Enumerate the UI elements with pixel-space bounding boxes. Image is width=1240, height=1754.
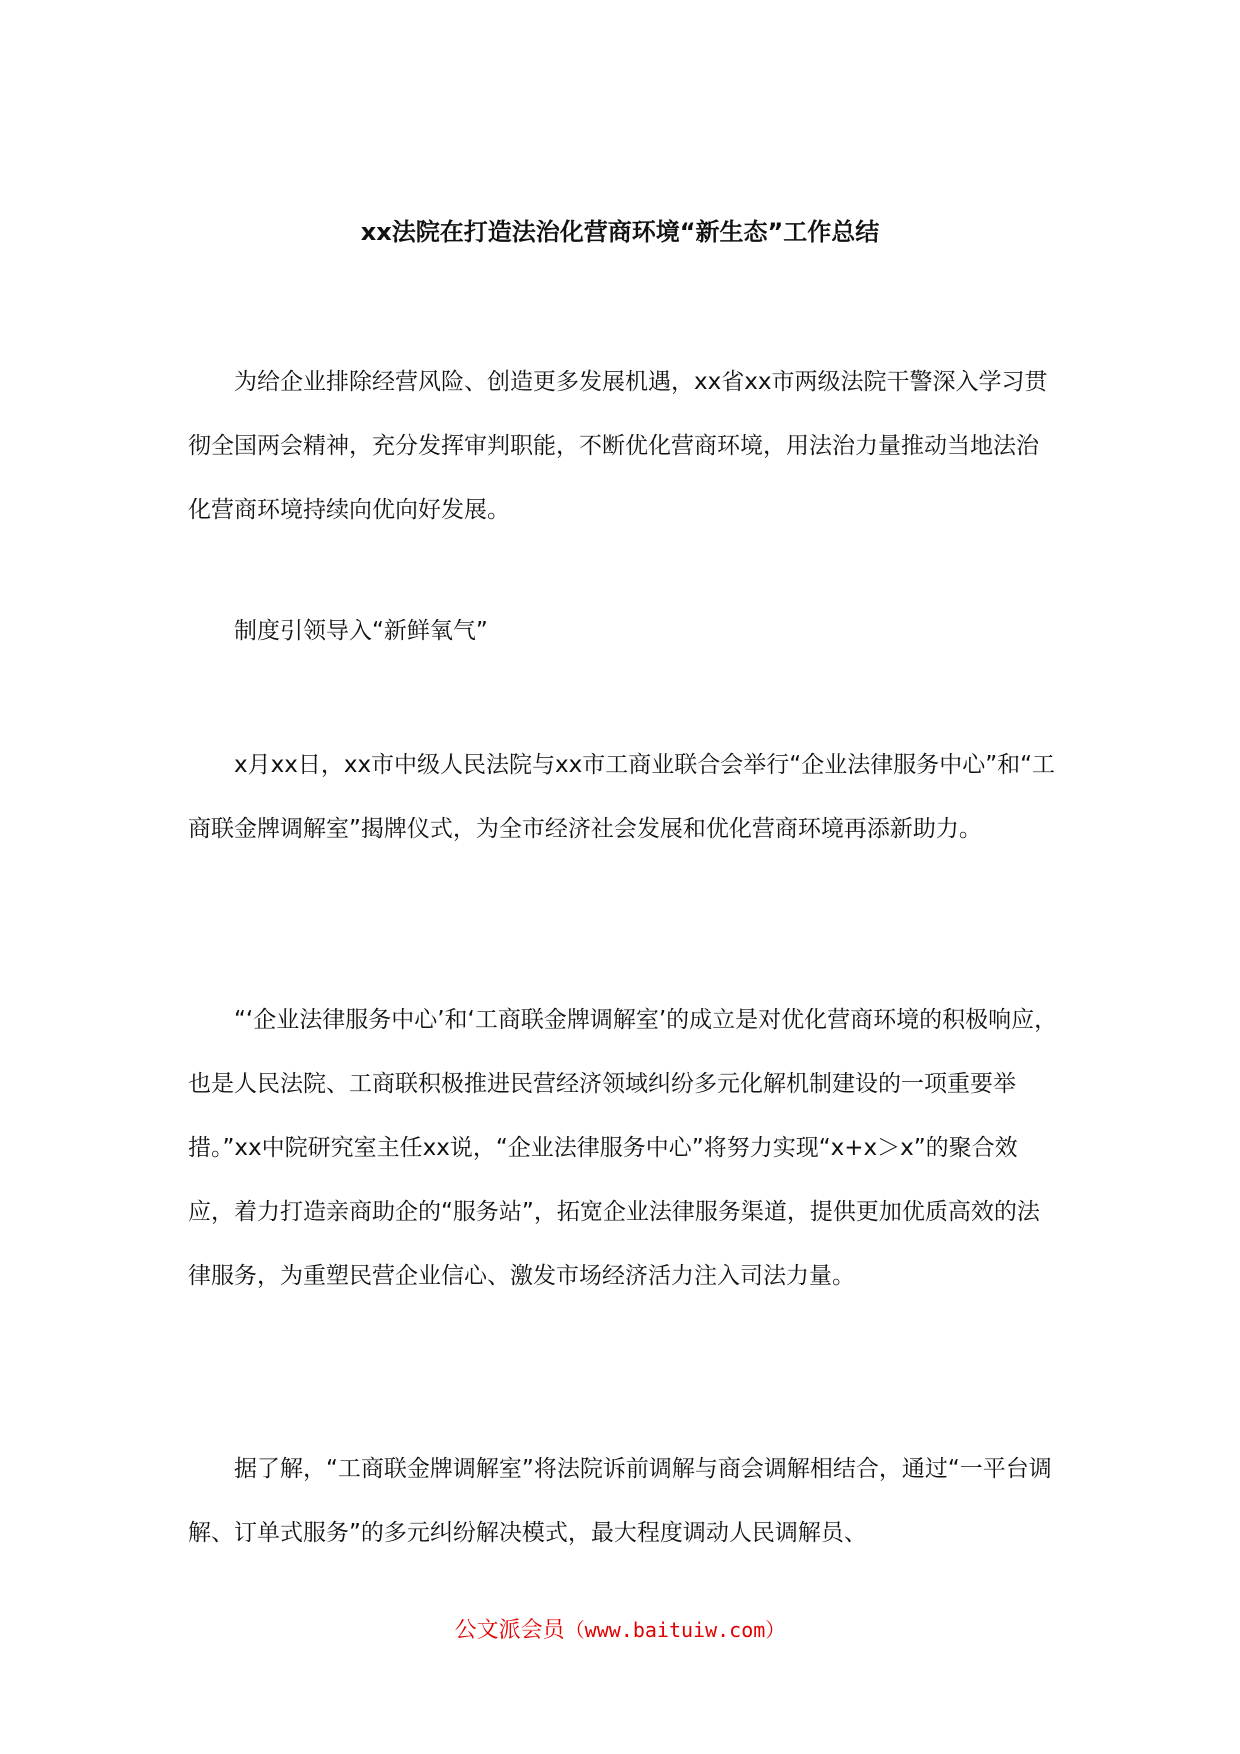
- document-title: xx法院在打造法治化营商环境“新生态”工作总结: [360, 218, 880, 246]
- footer-label: 公文派会员: [454, 1618, 565, 1643]
- paragraph-intro: 为给企业排除经营风险、创造更多发展机遇，xx省xx市两级法院干警深入学习贯彻全国两会精神，充分发挥审判职能，不断优化营商环境，用法治力量推动当地法治化营商环境持续向优向好发展。: [188, 369, 1048, 523]
- footer-watermark: [0, 1614, 1240, 1647]
- paragraph-mediation: 据了解，“工商联金牌调解室”将法院诉前调解与商会调解相结合，通过“一平台调解、订单式服务”的多元纠纷解决模式，最大程度调动人民调解员、: [188, 1456, 1052, 1546]
- footer-url[interactable]: （www.baituiw.com）: [564, 1618, 786, 1642]
- paragraph-quote: “‘企业法律服务中心’和‘工商联金牌调解室’的成立是对优化营商环境的积极响应，也是人民法院、工商联积极推进民营经济领域纠纷多元化解机制建设的一项重要举措。”xx中院研究室主任xx说，“企业法律服务中心”将努力实现“x+x＞x”的聚合效应，着力打造亲商助企的“服务站”，拓宽企业法律服务渠道，提供更加优质高效的法律服务，为重塑民营企业信心、激发市场经济活力注入司法力量。: [188, 1007, 1058, 1289]
- section-heading: 制度引领导入“新鲜氧气”: [234, 618, 488, 644]
- paragraph-event: x月xx日，xx市中级人民法院与xx市工商业联合会举行“企业法律服务中心”和“工商联金牌调解室”揭牌仪式，为全市经济社会发展和优化营商环境再添新助力。: [188, 752, 1056, 842]
